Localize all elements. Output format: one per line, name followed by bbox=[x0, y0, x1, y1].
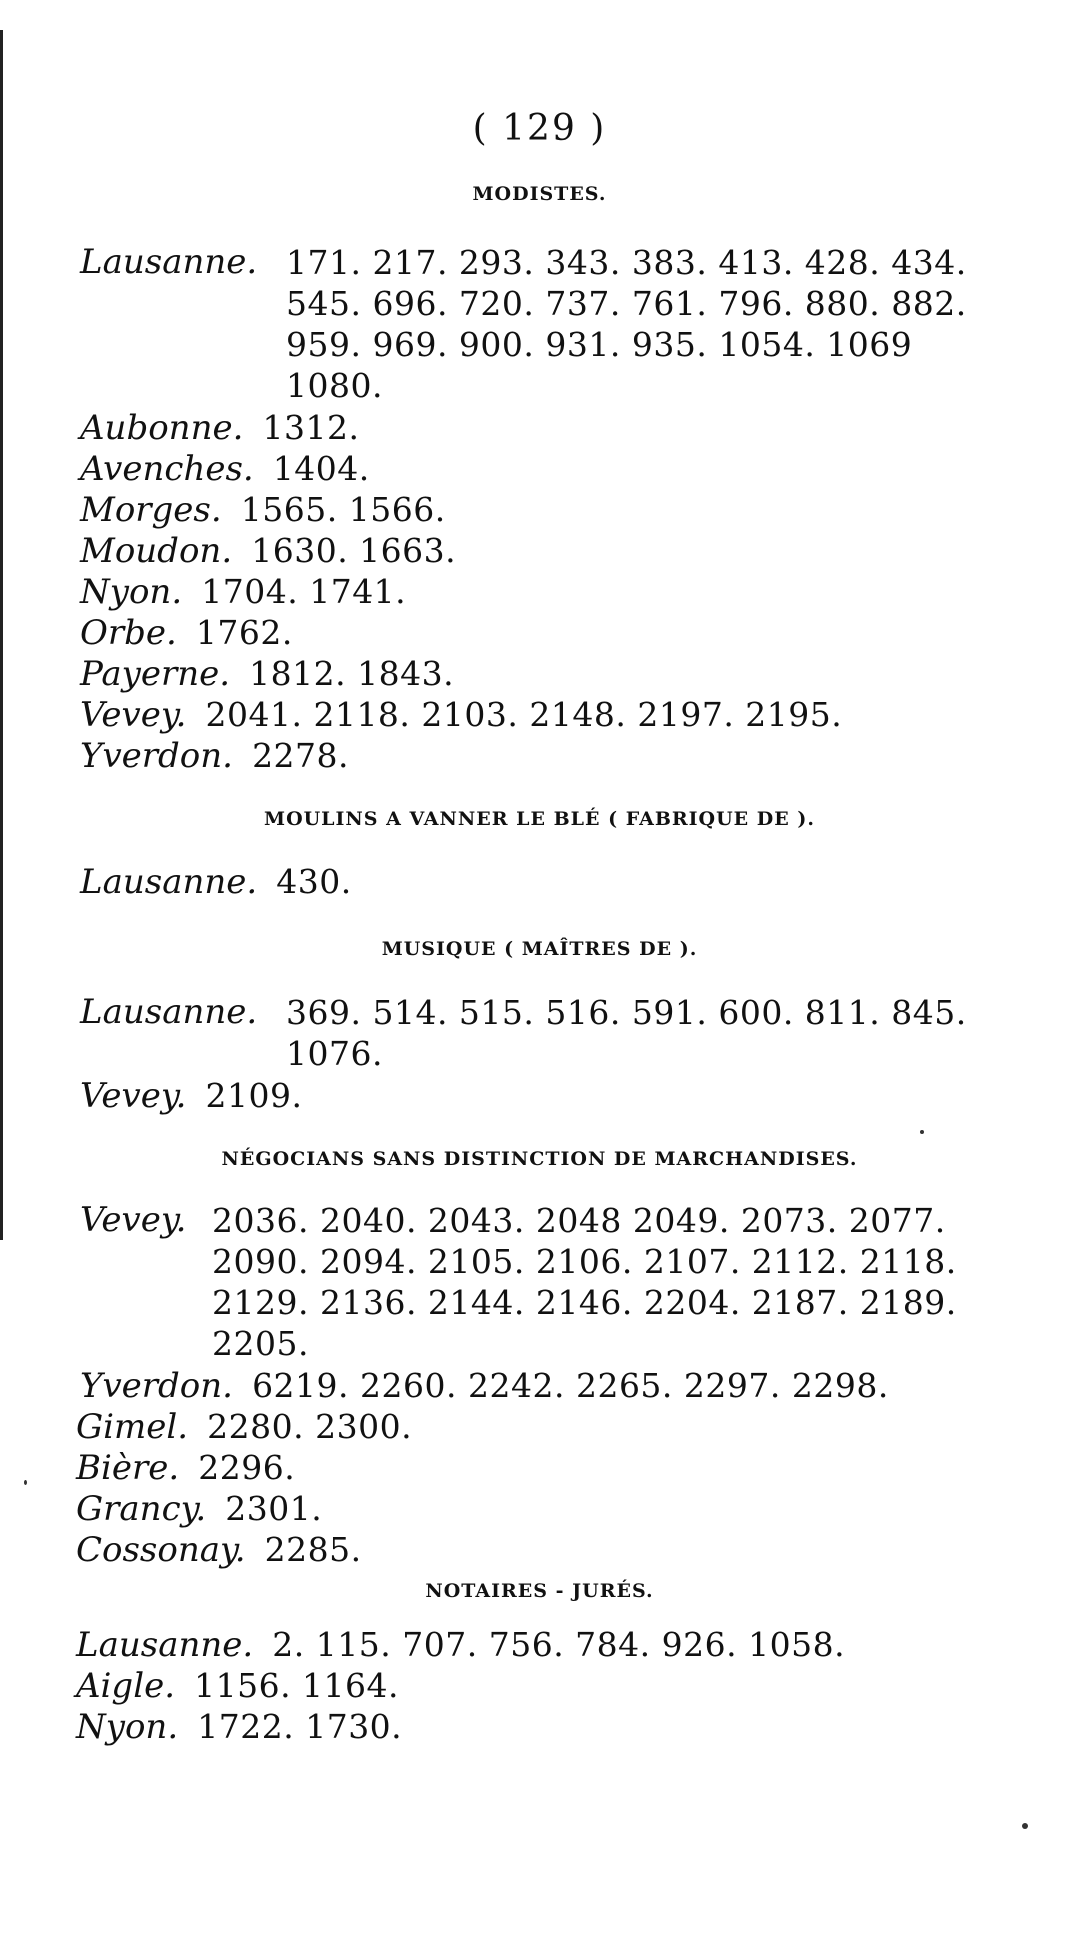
entry-numbers-line: 2205. bbox=[212, 1324, 309, 1363]
section-heading: NOTAIRES - JURÉS. bbox=[425, 1580, 654, 1602]
entry-numbers-line: 2036. 2040. 2043. 2048 2049. 2073. 2077. bbox=[212, 1201, 946, 1240]
section-moulins bbox=[0, 808, 1079, 830]
entry-numbers-line: 959. 969. 900. 931. 935. 1054. 1069 bbox=[286, 325, 913, 364]
section-notaires bbox=[0, 1580, 1079, 1602]
entry-numbers-line: 2129. 2136. 2144. 2146. 2204. 2187. 2189. bbox=[212, 1283, 957, 1322]
entry-numbers-line: 2301. bbox=[225, 1489, 323, 1528]
ink-speck bbox=[920, 1130, 924, 1134]
entry-cossonay bbox=[76, 1530, 362, 1570]
place-name: Grancy. bbox=[76, 1489, 207, 1529]
entry-yverdon bbox=[80, 736, 349, 776]
entry-biere bbox=[76, 1448, 295, 1488]
entry-numbers-line: 1080. bbox=[286, 366, 383, 405]
entry-gimel bbox=[76, 1407, 412, 1447]
place-name: Orbe. bbox=[80, 613, 177, 653]
entry-orbe bbox=[80, 613, 293, 653]
entry-numbers-line: 1762. bbox=[195, 613, 293, 652]
section-heading: MODISTES. bbox=[472, 183, 607, 205]
entry-vevey bbox=[80, 695, 842, 735]
section-musique bbox=[0, 938, 1079, 960]
entry-numbers-line: 2090. 2094. 2105. 2106. 2107. 2112. 2118. bbox=[212, 1242, 957, 1281]
page-binding-edge bbox=[0, 30, 3, 1240]
entry-vevey bbox=[80, 1076, 302, 1116]
place-name: Moudon. bbox=[80, 531, 233, 571]
place-name: Vevey. bbox=[80, 695, 187, 735]
place-name: Avenches. bbox=[80, 449, 254, 489]
section-heading: NÉGOCIANS SANS DISTINCTION DE MARCHANDISES. bbox=[221, 1148, 858, 1170]
entry-numbers-line: 2109. bbox=[205, 1076, 303, 1115]
entry-numbers-line: 1312. bbox=[262, 408, 360, 447]
place-name: Bière. bbox=[76, 1448, 180, 1488]
place-name: Vevey. bbox=[80, 1076, 187, 1116]
entry-numbers-line: 1722. 1730. bbox=[197, 1707, 403, 1746]
entry-morges bbox=[80, 490, 446, 530]
entry-numbers-line: 545. 696. 720. 737. 761. 796. 880. 882. bbox=[286, 284, 967, 323]
section-heading: MOULINS A VANNER LE BLÉ ( FABRIQUE DE ). bbox=[264, 808, 815, 830]
ink-speck bbox=[1022, 1823, 1028, 1829]
entry-numbers-line: 1704. 1741. bbox=[201, 572, 407, 611]
entry-aubonne bbox=[80, 408, 360, 448]
entry-aigle bbox=[76, 1666, 399, 1706]
entry-numbers-line: 2041. 2118. 2103. 2148. 2197. 2195. bbox=[205, 695, 843, 734]
place-name: Gimel. bbox=[76, 1407, 189, 1447]
place-name: Nyon. bbox=[76, 1707, 179, 1747]
ink-speck bbox=[24, 1480, 27, 1485]
section-heading: MUSIQUE ( MAÎTRES DE ). bbox=[381, 938, 698, 960]
entry-lausanne bbox=[76, 1625, 845, 1665]
entry-numbers-line: 1630. 1663. bbox=[251, 531, 457, 570]
place-name: Vevey. bbox=[80, 1200, 187, 1240]
entry-yverdon bbox=[80, 1366, 889, 1406]
place-name: Lausanne. bbox=[80, 242, 258, 282]
entry-numbers-line: 2280. 2300. bbox=[207, 1407, 413, 1446]
section-modistes bbox=[0, 183, 1079, 205]
place-name: Morges. bbox=[80, 490, 222, 530]
entry-grancy bbox=[76, 1489, 322, 1529]
place-name: Aigle. bbox=[76, 1666, 175, 1706]
entry-numbers-line: 2296. bbox=[198, 1448, 296, 1487]
entry-payerne bbox=[80, 654, 454, 694]
entry-numbers-line: 2278. bbox=[252, 736, 350, 775]
place-name: Nyon. bbox=[80, 572, 183, 612]
place-name: Yverdon. bbox=[80, 1366, 233, 1406]
place-name: Yverdon. bbox=[80, 736, 233, 776]
section-negocians bbox=[0, 1148, 1079, 1170]
entry-numbers-line: 2. 115. 707. 756. 784. 926. 1058. bbox=[272, 1625, 846, 1664]
entry-numbers-line: 6219. 2260. 2242. 2265. 2297. 2298. bbox=[252, 1366, 889, 1405]
place-name: Aubonne. bbox=[80, 408, 244, 448]
entry-numbers-line: 1565. 1566. bbox=[240, 490, 446, 529]
place-name: Payerne. bbox=[80, 654, 231, 694]
entry-numbers-line: 369. 514. 515. 516. 591. 600. 811. 845. bbox=[286, 993, 967, 1032]
entry-numbers-line: 1076. bbox=[286, 1034, 383, 1073]
place-name: Lausanne. bbox=[80, 992, 258, 1032]
entry-avenches bbox=[80, 449, 370, 489]
place-name: Cossonay. bbox=[76, 1530, 246, 1570]
entry-numbers-line: 171. 217. 293. 343. 383. 413. 428. 434. bbox=[286, 243, 967, 282]
entry-nyon bbox=[76, 1707, 402, 1747]
entry-numbers-line: 430. bbox=[276, 862, 352, 901]
entry-moudon bbox=[80, 531, 456, 571]
place-name: Lausanne. bbox=[80, 862, 258, 902]
entry-numbers-line: 2285. bbox=[264, 1530, 362, 1569]
entry-nyon bbox=[80, 572, 406, 612]
entry-numbers-line: 1404. bbox=[272, 449, 370, 488]
entry-lausanne bbox=[80, 862, 352, 902]
page-number: ( 129 ) bbox=[472, 108, 607, 149]
entry-numbers-line: 1812. 1843. bbox=[249, 654, 455, 693]
place-name: Lausanne. bbox=[76, 1625, 254, 1665]
entry-numbers-line: 1156. 1164. bbox=[194, 1666, 400, 1705]
